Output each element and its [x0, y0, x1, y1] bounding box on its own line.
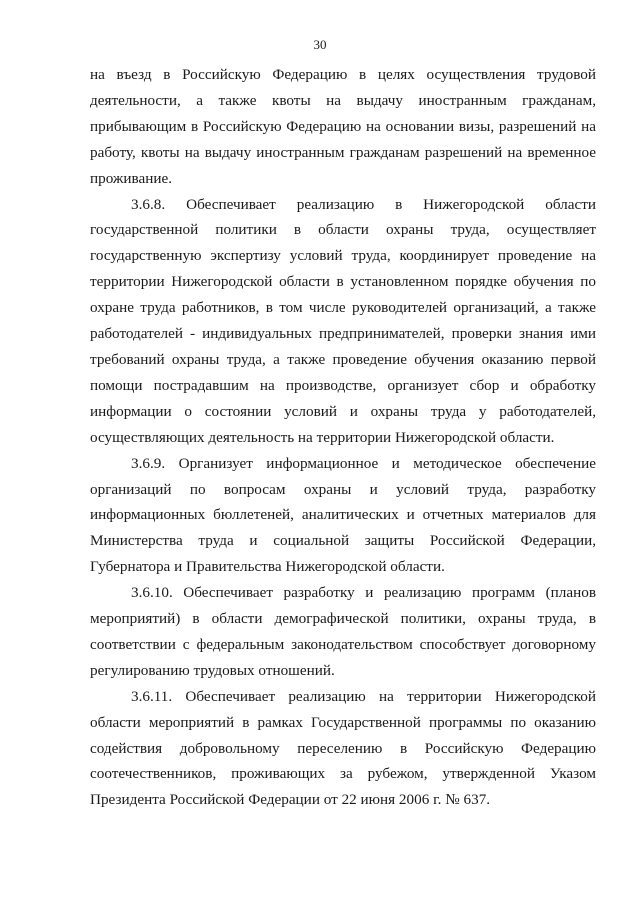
paragraph-3-6-9: 3.6.9. Организует информационное и методическое обеспечение организаций по вопросам охраны и условий труда, разработку информационных бюллетеней, аналитических и отчетных материалов для Министерства труда и социальной защиты Российской Федерации, Губернатора и Правительства Нижегородской области.	[90, 454, 596, 576]
paragraph-continuation: на въезд в Российскую Федерацию в целях осуществления трудовой деятельности, а также квоты на выдачу иностранным гражданам, прибывающим в Российскую Федерацию на основании визы, разрешений на работу, квоты на выдачу иностранным гражданам разрешений на временное проживание.	[90, 66, 596, 187]
paragraph-3-6-10: 3.6.10. Обеспечивает разработку и реализацию программ (планов мероприятий) в области демографической политики, охраны труда, в соответствии с федеральным законодательством способствует договорному регулированию трудовых отношений.	[90, 584, 596, 679]
paragraph-3-6-8: 3.6.8. Обеспечивает реализацию в Нижегородской области государственной политики в области охраны труда, осуществляет государственную экспертизу условий труда, координирует проведение на территории Нижегородской области в установленном порядке обучения по охране труда работников, в том числе руководителей организаций, а также работодателей - индивидуальных предпринимателей, проверки знания ими требований охраны труда, а также проведение обучения оказанию первой помощи пострадавшим на производстве, организует сбор и обработку информации о состоянии условий и охраны труда у работодателей, осуществляющих деятельность на территории Нижегородской области.	[90, 195, 596, 446]
page-number: 30	[313, 37, 327, 52]
document-body	[90, 62, 596, 813]
paragraph-3-6-11: 3.6.11. Обеспечивает реализацию на территории Нижегородской области мероприятий в рамках Государственной программы по оказанию содействия добровольному переселению в Российскую Федерацию соотечественников, проживающих за рубежом, утвержденной Указом Президента Российской Федерации от 22 июня 2006 г. № 637.	[90, 687, 596, 809]
